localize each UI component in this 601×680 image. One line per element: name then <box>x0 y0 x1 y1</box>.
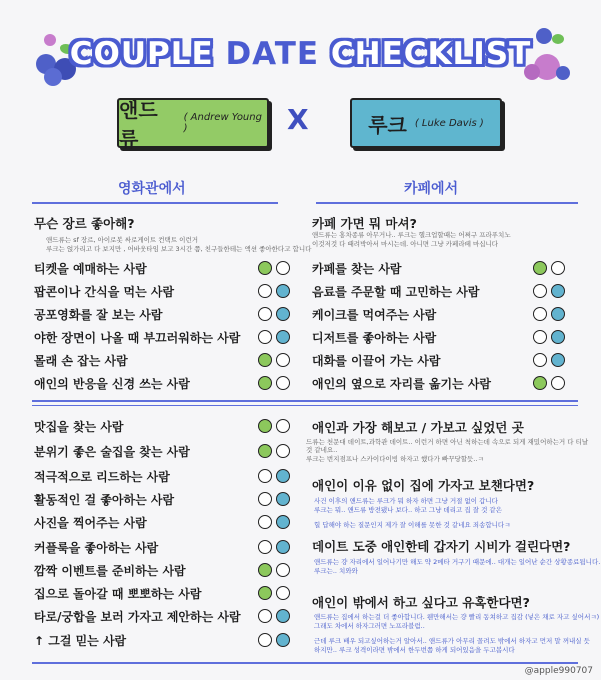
luke-circle[interactable] <box>276 633 290 647</box>
luke-name-box <box>350 98 502 148</box>
check-circles <box>258 540 290 554</box>
luke-circle[interactable] <box>276 540 290 554</box>
question-note: 루크는.. 치와와 <box>314 567 358 575</box>
check-circles <box>258 633 290 647</box>
list-item: 애인의 반응을 신경 쓰는 사람 <box>34 376 190 391</box>
list-item: 집으로 돌아갈 때 뽀뽀하는 사람 <box>34 586 202 601</box>
andrew-circle[interactable] <box>258 307 272 321</box>
luke-circle[interactable] <box>276 563 290 577</box>
question-note: 그래도 차에서 하자그러면 노프라블럼.. <box>314 622 425 630</box>
check-circles <box>258 586 290 600</box>
list-item: 적극적으로 리드하는 사람 <box>34 469 170 484</box>
check-circles <box>258 515 290 529</box>
andrew-circle[interactable] <box>258 586 272 600</box>
check-circles <box>258 261 290 275</box>
luke-circle[interactable] <box>276 330 290 344</box>
check-circles <box>258 469 290 483</box>
cinema-note: 루크는 얹가리고 다 보지만 , 어바웃타임 보고 3시간 쯤, 친구들한테는 액션 좋아한다고 합니다 <box>46 245 312 253</box>
luke-circle[interactable] <box>276 419 290 433</box>
question-note: 앤드류는 걍 자리에서 일어나기만 해도 약 2메타 거구기 때문에.. 대개는 일어난 순간 상황종료됩니다. <box>314 558 601 566</box>
luke-circle[interactable] <box>276 353 290 367</box>
question-title: 애인이 이유 없이 집에 가자고 보챈다면? <box>312 478 535 493</box>
luke-circle[interactable] <box>276 492 290 506</box>
andrew-name: 앤드류 <box>119 98 158 151</box>
divider <box>32 400 578 402</box>
list-item: 분위기 좋은 술집을 찾는 사람 <box>34 444 190 459</box>
andrew-circle[interactable] <box>533 330 547 344</box>
question-note: 근데 루크 배우 되고싶어하는거 알아서.. 앤드류가 아무리 꼴려도 밖에서 하자고 먼저 말 꺼내실 듯 <box>314 637 590 645</box>
check-circles <box>258 492 290 506</box>
list-item: 사진을 찍어주는 사람 <box>34 515 147 530</box>
andrew-circle[interactable] <box>533 353 547 367</box>
divider <box>316 202 578 204</box>
list-item: 음료를 주문할 때 고민하는 사람 <box>312 284 480 299</box>
list-item: 활동적인 걸 좋아하는 사람 <box>34 492 175 507</box>
question-note: 하지만.. 루크 성격이라면 밖에서 한두번쯤 하게 되어있음을 두고봅시다 <box>314 646 515 654</box>
question-note: 앤드류는 집에서 하는걸 더 좋아합니다. 웬만해서는 걍 빨리 동쳐하고 집감 (넣은 채로 자고 싶어서ㅋ) <box>314 613 600 621</box>
luke-circle[interactable] <box>551 376 565 390</box>
section-cafe-heading: 카페에서 <box>404 181 459 197</box>
luke-circle[interactable] <box>551 307 565 321</box>
versus-mark: X <box>287 103 309 136</box>
check-circles <box>258 330 290 344</box>
cafe-note: 이것저것 다 때려박아서 마시는데. 아니면 그냥 카페라떼 마십니다 <box>312 240 499 248</box>
andrew-circle[interactable] <box>258 540 272 554</box>
question-note: 것 같네요.. <box>306 446 338 454</box>
luke-name-en: ( Luke Davis ) <box>414 117 484 129</box>
luke-name: 루크 <box>368 112 407 137</box>
luke-circle[interactable] <box>276 307 290 321</box>
andrew-circle[interactable] <box>258 330 272 344</box>
andrew-circle[interactable] <box>258 609 272 623</box>
page-title: COUPLE DATE CHECKLIST <box>69 36 532 72</box>
list-item: ↑ 그걸 믿는 사람 <box>34 633 127 648</box>
list-item: 야한 장면이 나올 때 부끄러워하는 사람 <box>34 330 241 345</box>
andrew-circle[interactable] <box>533 261 547 275</box>
andrew-name-en: ( Andrew Young ) <box>183 112 262 134</box>
list-item: 몰래 손 잡는 사람 <box>34 353 128 368</box>
andrew-circle[interactable] <box>258 563 272 577</box>
question-note: 드류는 천문대 데이트,과학관 데이트.. 이런거 하면 아닌 척하는데 속으로 되게 재밌어하는거 다 티날 <box>306 438 589 446</box>
list-item: 맛집을 찾는 사람 <box>34 419 124 434</box>
luke-circle[interactable] <box>276 261 290 275</box>
andrew-circle[interactable] <box>258 284 272 298</box>
luke-circle[interactable] <box>276 515 290 529</box>
andrew-circle[interactable] <box>258 633 272 647</box>
list-item: 케이크를 먹여주는 사람 <box>312 307 437 322</box>
luke-circle[interactable] <box>551 330 565 344</box>
question-note: 힐 답해야 하는 질문인지 제가 잘 이해를 못한 것 같네요 죄송합니다ㅋ <box>314 521 511 529</box>
list-item: 타로/궁합을 보러 가자고 제안하는 사람 <box>34 609 241 624</box>
luke-circle[interactable] <box>276 586 290 600</box>
check-circles <box>258 353 290 367</box>
andrew-circle[interactable] <box>258 376 272 390</box>
divider <box>32 662 578 664</box>
cafe-question: 카페 가면 뭐 마셔? <box>312 216 417 231</box>
luke-circle[interactable] <box>551 353 565 367</box>
cinema-note: 앤드류는 sf 장르, 아이로봇 싸로게이트 컨택트 이런거 <box>46 236 198 244</box>
andrew-circle[interactable] <box>533 376 547 390</box>
list-item: 대화를 이끌어 가는 사람 <box>312 353 441 368</box>
andrew-circle[interactable] <box>533 307 547 321</box>
check-circles <box>533 307 565 321</box>
check-circles <box>258 307 290 321</box>
luke-circle[interactable] <box>551 261 565 275</box>
question-title: 애인과 가장 해보고 / 가보고 싶었던 곳 <box>312 420 524 435</box>
andrew-circle[interactable] <box>258 444 272 458</box>
check-circles <box>258 609 290 623</box>
check-circles <box>258 419 290 433</box>
andrew-circle[interactable] <box>258 492 272 506</box>
andrew-circle[interactable] <box>533 284 547 298</box>
luke-circle[interactable] <box>276 444 290 458</box>
divider <box>32 405 578 406</box>
list-item: 애인의 옆으로 자리를 옮기는 사람 <box>312 376 492 391</box>
check-circles <box>533 261 565 275</box>
list-item: 공포영화를 잘 보는 사람 <box>34 307 163 322</box>
luke-circle[interactable] <box>276 376 290 390</box>
andrew-circle[interactable] <box>258 515 272 529</box>
question-note: 루크는 번지점프나 스카이다이빙 하자고 했다가 빠꾸당할듯..ㅋ <box>306 455 484 463</box>
andrew-circle[interactable] <box>258 469 272 483</box>
author-handle: @apple990707 <box>524 666 593 676</box>
list-item: 팝콘이나 간식을 먹는 사람 <box>34 284 175 299</box>
andrew-circle[interactable] <box>258 419 272 433</box>
check-circles <box>533 284 565 298</box>
list-item: 커플룩을 좋아하는 사람 <box>34 540 159 555</box>
question-note: 루크는 뭐.. 앤드류 방전됐나 보다.. 하고 그냥 데리고 집 잘 것 같은 <box>314 506 502 514</box>
cafe-note: 앤드류는 홍차종류 아무거나.. 루크는 헬크업할때는 어쩌구 프라푸치노 <box>312 231 511 239</box>
section-cinema-heading: 영화관에서 <box>118 181 186 197</box>
check-circles <box>258 284 290 298</box>
luke-circle[interactable] <box>276 284 290 298</box>
andrew-name-box <box>117 98 269 151</box>
list-item: 티켓을 예매하는 사람 <box>34 261 147 276</box>
luke-circle[interactable] <box>276 609 290 623</box>
check-circles <box>258 376 290 390</box>
check-circles <box>258 563 290 577</box>
check-circles <box>533 376 565 390</box>
check-circles <box>258 444 290 458</box>
question-title: 데이트 도중 애인한테 갑자기 시비가 걸린다면? <box>312 539 571 554</box>
check-circles <box>533 353 565 367</box>
luke-circle[interactable] <box>276 469 290 483</box>
question-note: 사건 이후의 앤드류는 루크가 뭐 하자 하면 그냥 거절 없이 갑니다 <box>314 497 498 505</box>
divider <box>32 202 278 204</box>
list-item: 깜짝 이벤트를 준비하는 사람 <box>34 563 186 578</box>
luke-circle[interactable] <box>551 284 565 298</box>
cinema-question: 무슨 장르 좋아해? <box>34 216 135 231</box>
check-circles <box>533 330 565 344</box>
andrew-circle[interactable] <box>258 353 272 367</box>
andrew-circle[interactable] <box>258 261 272 275</box>
list-item: 카페를 찾는 사람 <box>312 261 402 276</box>
question-title: 애인이 밖에서 하고 싶다고 유혹한다면? <box>312 595 530 610</box>
list-item: 디저트를 좋아하는 사람 <box>312 330 437 345</box>
